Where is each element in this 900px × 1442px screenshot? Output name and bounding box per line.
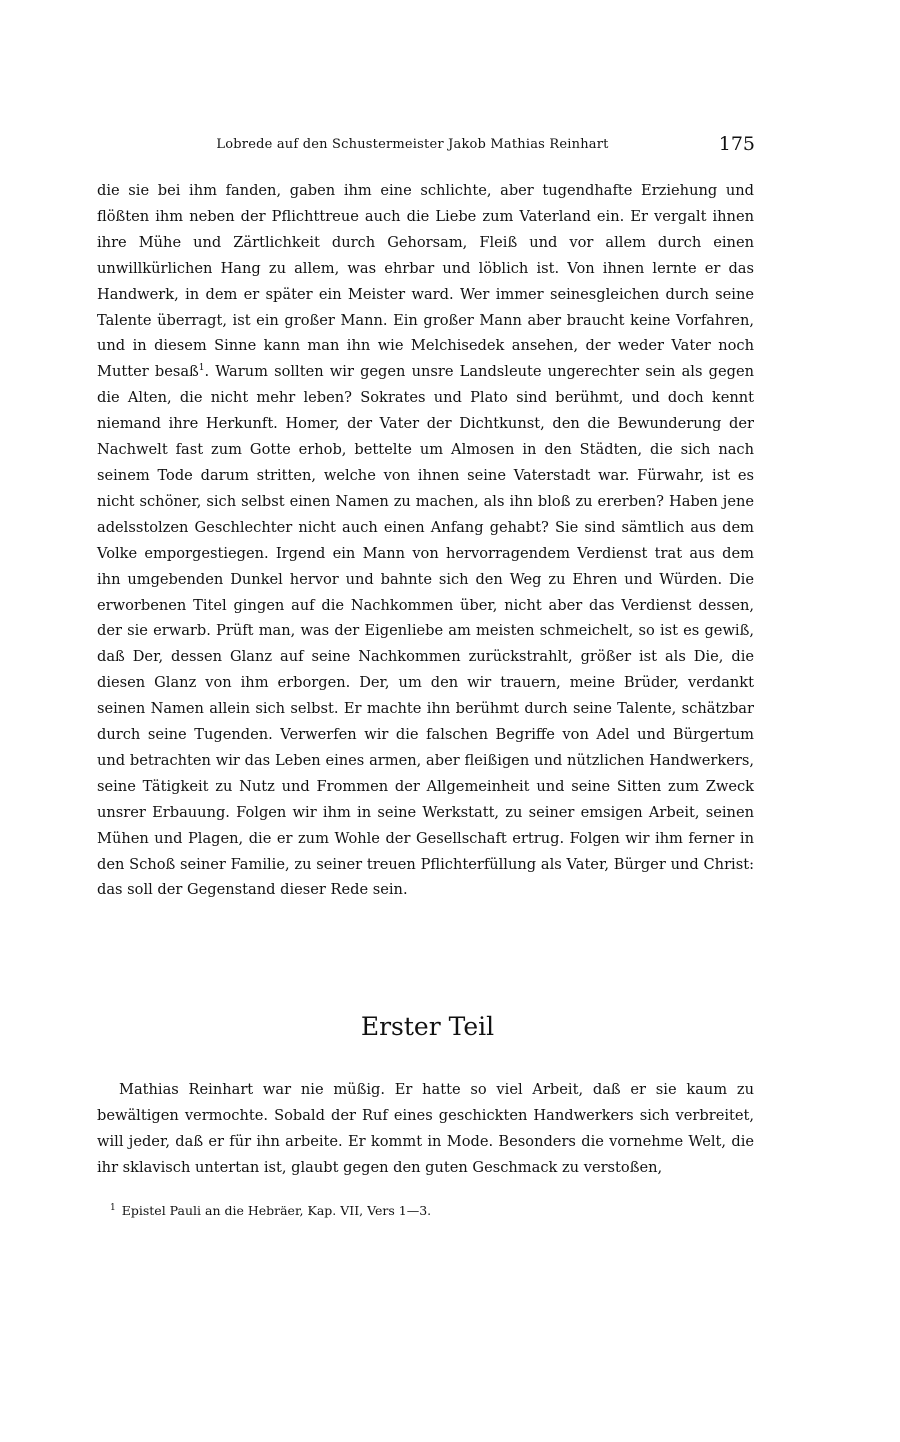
footnote [110,1203,750,1218]
section-heading: Erster Teil [360,1012,495,1041]
section-paragraph: Mathias Reinhart war nie müßig. Er hatte so viel Arbeit, daß er sie kaum zu bewältigen vermochte. Sobald der Ruf eines geschickten Handwerkers sich verbreitet, will jeder, daß er für ihn arbeite. Er kommt in Mode. Besonders die vornehme Welt, die ihr sklavisch untertan ist, glaubt gegen den guten Geschmack zu verstoßen, [97,1081,754,1176]
footnote-mark: 1 [110,1203,116,1213]
page-number: 175 [718,133,755,155]
body-text-part-1: die sie bei ihm fanden, gaben ihm eine schlichte, aber tugendhafte Erziehung und flößten ihm neben der Pflichttreue auch die Liebe zum Vaterland ein. Er vergalt ihnen ihre Mühe und Zärtlichkeit durch Gehorsam, Fleiß und vor allem durch einen unwillkürlichen Hang zu allem, was ehrbar und löblich ist. Von ihnen lernte er das Handwerk, in dem er später ein Meister ward. Wer immer seinesgleichen durch seine Talente überragt, ist ein großer Mann. Ein großer Mann aber braucht keine Vorfahren, und in diesem Sinne kann man ihn wie Melchisedek ansehen, der weder Vater noch Mutter besaß [97,182,754,381]
body-text-part-2: . Warum sollten wir gegen unsre Landsleute ungerechter sein als gegen die Alten, die nicht mehr leben? Sokrates und Plato sind berühmt, und doch kennt niemand ihre Herkunft. Homer, der Vater der Dichtkunst, den die Bewunderung der Nachwelt fast zum Gotte erhob, bettelte um Almosen in den Städten, die sich nach seinem Tode darum stritten, welche von ihnen seine Vaterstadt war. Fürwahr, ist es nicht schöner, sich selbst einen Namen zu machen, als ihn bloß zu ererben? Haben jene adelsstolzen Geschlechter nicht auch einen Anfang gehabt? Sie sind sämtlich aus dem Volke emporgestiegen. Irgend ein Mann von hervorragendem Verdienst trat aus dem ihn umgebenden Dunkel hervor und bahnte sich den Weg zu Ehren und Würden. Die erworbenen Titel gingen auf die Nachkommen über, nicht aber das Verdienst dessen, der sie erwarb. Prüft man, was der Eigenliebe am meisten schmeichelt, so ist es gewiß, daß Der, dessen Glanz auf seine Nachkommen zurückstrahlt, größer ist als Die, die diesen Glanz von ihm erborgen. Der, um den wir trauern, meine Brüder, verdankt seinen Namen allein sich selbst. Er machte ihn berühmt durch seine Talente, schätzbar durch seine Tugenden. Verwerfen wir die falschen Begriffe von Adel und Bürgertum und betrachten wir das Leben eines armen, aber fleißigen und nützlichen Handwerkers, seine Tätigkeit zu Nutz und Frommen der Allgemeinheit und seine Sitten zum Zweck unsrer Erbauung. Folgen wir ihm in seine Werkstatt, zu seiner emsigen Arbeit, seinen Mühen und Plagen, die er zum Wohle der Gesellschaft ertrug. Folgen wir ihm ferner in den Schoß seiner Familie, zu seiner treuen Pflichterfüllung als Vater, Bürger und Christ: das soll der Gegenstand dieser Rede sein. [97,363,754,899]
body-paragraph [97,178,754,903]
footnote-text: Epistel Pauli an die Hebräer, Kap. VII, Vers 1—3. [121,1203,432,1219]
running-header [100,133,755,163]
running-title: Lobrede auf den Schustermeister Jakob Mathias Reinhart [216,137,609,152]
footnote-reference: 1 [198,363,205,374]
